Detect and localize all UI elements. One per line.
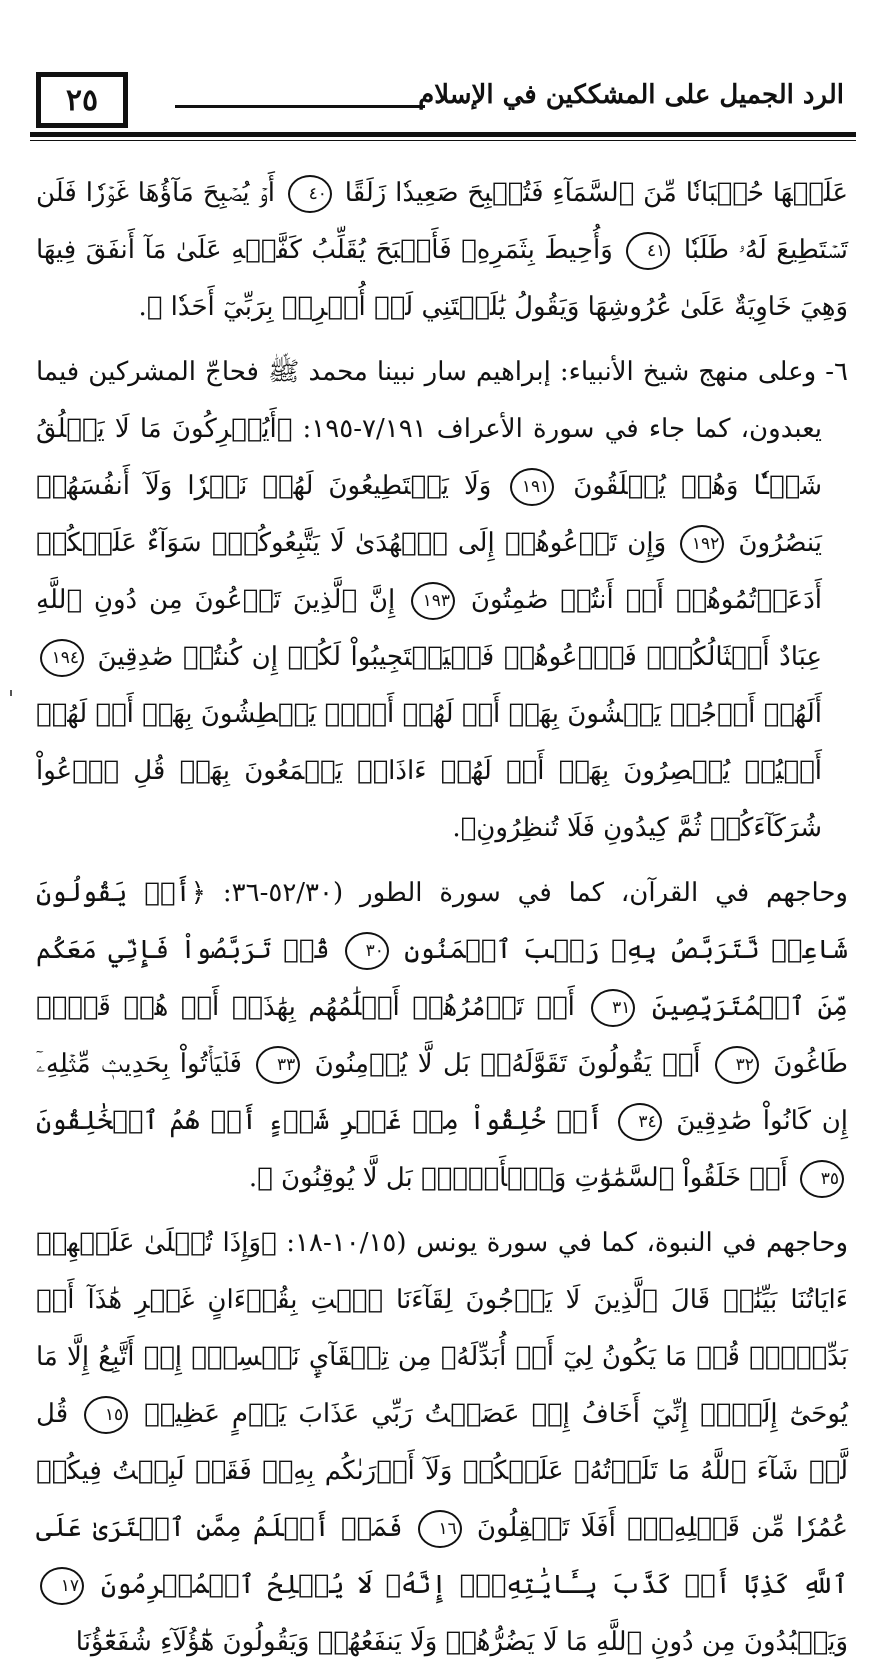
running-title: الرد الجميل على المشككين في الإسلام bbox=[418, 80, 844, 110]
paragraph bbox=[36, 165, 848, 336]
verse-number-marker: ١٦ bbox=[418, 1510, 462, 1548]
page-body bbox=[36, 165, 848, 1679]
verse-number-marker: ٣٤ bbox=[618, 1103, 662, 1141]
header-rule-thick bbox=[30, 132, 856, 137]
page-header bbox=[30, 72, 856, 136]
verse-number-marker: ١٩٣ bbox=[411, 582, 455, 620]
text-run: أَلَهُمۡ أَرۡجُلٞ يَمۡشُونَ بِهَآۖ أَمۡ لَهُمۡ أَيۡدٖ يَبۡطِشُونَ بِهَآۖ أَمۡ لَهُمۡ أَعۡيُنٞ يُبۡصِرُونَ بِهَآۖ أَمۡ لَهُمۡ ءَاذَانٞ يَسۡمَعُونَ بِهَاۗ قُلِ ٱدۡعُواْ شُرَكَآءَكُمۡ ثُمَّ كِيدُونِ فَلَا تُنظِرُونِ﴾. bbox=[36, 699, 822, 843]
text-run: وَإِن تَدۡعُوهُمۡ إِلَى ٱلۡهُدَىٰ لَا يَتَّبِعُوكُمۡۚ سَوَآءٌ عَلَيۡكُمۡ أَدَعَوۡتُمُوهُمۡ أَمۡ أَنتُمۡ صَٰمِتُونَ bbox=[36, 528, 823, 615]
text-run: وَيَعۡبُدُونَ مِن دُونِ ٱللَّهِ مَا لَا يَضُرُّهُمۡ وَلَا يَنفَعُهُمۡ وَيَقُولُونَ هَٰٓؤُلَآءِ شُفَعَٰٓؤُنَا bbox=[75, 1627, 848, 1657]
verse-number-marker: ١٧ bbox=[40, 1567, 84, 1605]
verse-number-marker: ٤٠ bbox=[288, 175, 332, 213]
text-run: أَوۡ يُصۡبِحَ مَآؤُهَا غَوۡرٗا فَلَن تَسۡتَطِيعَ لَهُۥ طَلَبٗا bbox=[36, 178, 849, 265]
verse-number-marker: ١٥ bbox=[84, 1396, 128, 1434]
text-run: وحاجهم في القرآن، كما في سورة الطور (٥٢/٣٠-٣٦: ﴿أَمۡ يَقُولُونَ شَاعِرٞ نَّتَرَبَّصُ بِهِۦ رَيۡبَ ٱلۡمَنُونِ bbox=[36, 878, 849, 965]
verse-number-marker: ٣٥ bbox=[800, 1160, 844, 1198]
verse-number-marker: ١٩٢ bbox=[680, 525, 724, 563]
verse-number-marker: ٣٣ bbox=[256, 1046, 300, 1084]
text-run: عَلَيۡهَا حُسۡبَانٗا مِّنَ ٱلسَّمَآءِ فَتُصۡبِحَ صَعِيدٗا زَلَقًا bbox=[344, 178, 849, 208]
paragraph bbox=[36, 344, 848, 857]
header-title-line bbox=[175, 105, 425, 108]
text-run: فَلۡيَأۡتُواْ بِحَدِيثٖ مِّثۡلِهِۦٓ إِن كَانُواْ صَٰدِقِينَ bbox=[36, 1049, 849, 1136]
text-run: وحاجهم في النبوة، كما في سورة يونس (١٠/١٥-١٨: ﴿وَإِذَا تُتۡلَىٰ عَلَيۡهِمۡ ءَايَاتُنَا بَيِّنَٰتٖ قَالَ ٱلَّذِينَ لَا يَرۡجُونَ لِقَآءَنَا ٱئۡتِ بِقُرۡءَانٍ غَيۡرِ هَٰذَآ أَوۡ بَدِّلۡهُۚ قُلۡ مَا يَكُونُ لِيٓ أَنۡ أُبَدِّلَهُۥ مِن تِلۡقَآيِٕ نَفۡسِيٓۖ إِنۡ أَتَّبِعُ إِلَّا مَا يُوحَىٰٓ إِلَيَّۖ إِنِّيٓ أَخَافُ إِنۡ عَصَيۡتُ رَبِّي عَذَابَ يَوۡمٍ عَظِيمٖ bbox=[36, 1228, 848, 1429]
verse-number-marker: ١٩١ bbox=[510, 468, 554, 506]
text-run: فَمَنۡ أَظۡلَمُ مِمَّنِ ٱفۡتَرَىٰ عَلَى ٱللَّهِ كَذِبًا أَوۡ كَذَّبَ بِـَٔايَٰتِهِۦٓۚ إِنَّهُۥ لَا يُفۡلِحُ ٱلۡمُجۡرِمُونَ bbox=[36, 1513, 848, 1600]
paragraph bbox=[36, 865, 848, 1207]
text-run: أَمۡ خُلِقُواْ مِنۡ غَيۡرِ شَيۡءٍ أَمۡ هُمُ ٱلۡخَٰلِقُونَ bbox=[36, 1106, 603, 1136]
text-run: أَمۡ يَقُولُونَ تَقَوَّلَهُۥۚ بَل لَّا يُؤۡمِنُونَ bbox=[314, 1049, 701, 1079]
text-run: قُل لَّوۡ شَآءَ ٱللَّهُ مَا تَلَوۡتُهُۥ عَلَيۡكُمۡ وَلَآ أَدۡرَىٰكُم بِهِۦۖ فَقَدۡ لَبِثۡتُ فِيكُمۡ عُمُرٗا مِّن قَبۡلِهِۦٓۚ أَفَلَا تَعۡقِلُونَ bbox=[36, 1399, 849, 1543]
margin-mark bbox=[10, 690, 12, 696]
page-number-box bbox=[36, 72, 128, 128]
verse-number-marker: ٣٢ bbox=[715, 1046, 759, 1084]
verse-number-marker: ٣٠ bbox=[345, 932, 389, 970]
verse-number-marker: ٣١ bbox=[591, 989, 635, 1027]
paragraph bbox=[36, 1215, 848, 1671]
verse-number-marker: ٤١ bbox=[626, 232, 670, 270]
page-number: ٢٥ bbox=[65, 82, 99, 118]
text-run: ٦- وعلى منهج شيخ الأنبياء: إبراهيم سار نبينا محمد ﷺ فحاجّ المشركين فيما يعبدون، كما جاء في سورة الأعراف ٧/١٩١-١٩٥: ﴿أَيُشۡرِكُونَ مَا لَا يَخۡلُقُ شَيۡـٔٗا وَهُمۡ يُخۡلَقُونَ bbox=[36, 357, 848, 501]
text-run: أَمۡ خَلَقُواْ ٱلسَّمَٰوَٰتِ وَٱلۡأَرۡضَۚ بَل لَّا يُوقِنُونَ ﴾. bbox=[248, 1163, 788, 1193]
text-run: وَلَا يَسۡتَطِيعُونَ لَهُمۡ نَصۡرٗا وَلَآ أَنفُسَهُمۡ يَنصُرُونَ bbox=[36, 471, 822, 558]
text-run: أَمۡ تَأۡمُرُهُمۡ أَحۡلَٰمُهُم بِهَٰذَآۚ أَمۡ هُمۡ قَوۡمٞ طَاغُونَ bbox=[36, 992, 848, 1079]
text-run: إِنَّ ٱلَّذِينَ تَدۡعُونَ مِن دُونِ ٱللَّهِ عِبَادٌ أَمۡثَالُكُمۡۖ فَٱدۡعُوهُمۡ فَلۡيَسۡتَجِيبُواْ لَكُمۡ إِن كُنتُمۡ صَٰدِقِينَ bbox=[36, 585, 822, 672]
verse-number-marker: ١٩٤ bbox=[40, 639, 84, 677]
text-run: وَأُحِيطَ بِثَمَرِهِۦ فَأَصۡبَحَ يُقَلِّبُ كَفَّيۡهِ عَلَىٰ مَآ أَنفَقَ فِيهَا وَهِيَ خَاوِيَةٌ عَلَىٰ عُرُوشِهَا وَيَقُولُ يَٰلَيۡتَنِي لَمۡ أُشۡرِكۡ بِرَبِّيٓ أَحَدٗا ﴾. bbox=[36, 235, 848, 322]
text-run: قُلۡ تَرَبَّصُواْ فَإِنِّي مَعَكُم مِّنَ ٱلۡمُتَرَبِّصِينَ bbox=[36, 935, 848, 1022]
header-rule-thin bbox=[30, 140, 856, 141]
